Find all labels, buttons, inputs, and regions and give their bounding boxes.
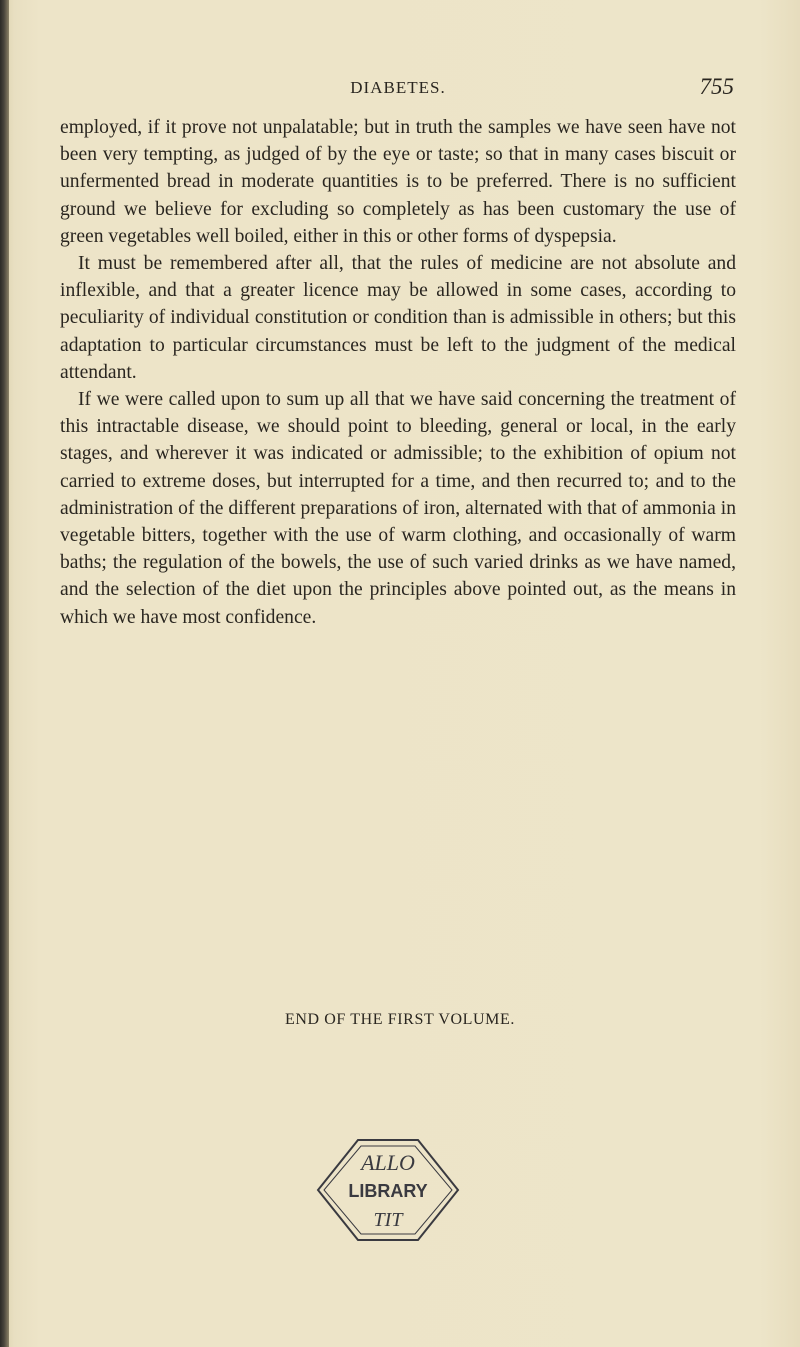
paragraph-3: If we were called upon to sum up all that we have said concerning the treatment of this intractable disease, we should point to bleeding, general or local, in the early stages, and wherever it was indicated or admissible; to the exhibition of opium not carried to extreme doses, but interrupted for a time, and then recurred to; and to the administration of the different preparations of iron, alternated with that of ammonia in vegetable bitters, together with the use of warm clothing, and occasionally of warm baths; the regulation of the bowels, the use of such varied drinks as we have named, and the selection of the diet upon the principles above pointed out, as the means in which we have most confidence.: [60, 389, 736, 628]
paragraph-2: It must be remembered after all, that the rules of medicine are not absolute and inflexible, and that a greater licence may be allowed in some cases, according to peculiarity of individual constitution or condition than is admissible in others; but this adaptation to particular circumstances must be left to the judgment of the medical attendant.: [60, 253, 736, 383]
body-text: [60, 114, 736, 631]
stamp-middle-text: LIBRARY: [348, 1181, 428, 1201]
library-stamp: [308, 1130, 468, 1250]
stamp-top-text: ALLO: [361, 1150, 415, 1175]
paragraph-1: employed, if it prove not unpalatable; but in truth the samples we have seen have not been very tempting, as judged of by the eye or taste; so that in many cases biscuit or unfermented bread in moderate quantities is to be preferred. There is no sufficient ground we believe for excluding so completely as has been customary the use of green vegetables well boiled, either in this or other forms of dyspepsia.: [60, 117, 736, 247]
stamp-bottom-text: TIT: [373, 1209, 403, 1231]
end-of-volume-note: END OF THE FIRST VOLUME.: [285, 1011, 515, 1028]
running-head: DIABETES.: [350, 78, 446, 97]
page-number: 755: [699, 74, 734, 99]
page-edge-shadow: [0, 0, 9, 1347]
page-header: [60, 74, 736, 104]
